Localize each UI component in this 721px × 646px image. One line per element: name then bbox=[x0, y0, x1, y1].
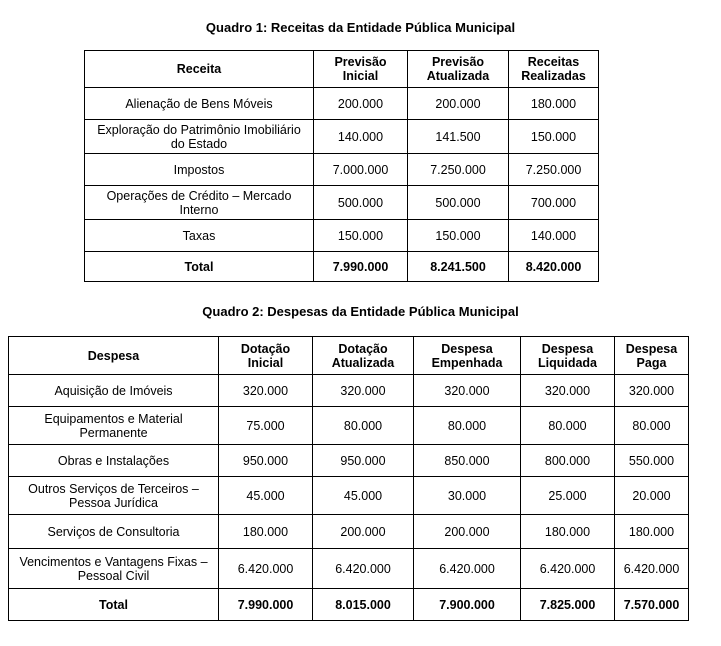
table-row bbox=[9, 477, 689, 515]
table-cell: 7.990.000 bbox=[314, 252, 408, 282]
table-cell: 180.000 bbox=[219, 515, 313, 549]
table-cell: 6.420.000 bbox=[219, 549, 313, 589]
table-cell: 6.420.000 bbox=[521, 549, 615, 589]
revenue-table bbox=[84, 50, 599, 282]
table-cell: 800.000 bbox=[521, 445, 615, 477]
table-cell: 550.000 bbox=[615, 445, 689, 477]
table-cell: 150.000 bbox=[408, 220, 509, 252]
table-cell: Operações de Crédito – Mercado Interno bbox=[85, 186, 314, 220]
table-cell: 8.241.500 bbox=[408, 252, 509, 282]
table-cell: Total bbox=[9, 589, 219, 621]
table-cell: 7.250.000 bbox=[408, 154, 509, 186]
header-cell: Despesa bbox=[9, 337, 219, 375]
table-cell: 6.420.000 bbox=[414, 549, 521, 589]
table2-title: Quadro 2: Despesas da Entidade Pública Municipal bbox=[202, 304, 519, 319]
table-row bbox=[85, 154, 599, 186]
table-cell: 200.000 bbox=[314, 88, 408, 120]
table-cell: Outros Serviços de Terceiros – Pessoa Jurídica bbox=[9, 477, 219, 515]
table-cell: 320.000 bbox=[313, 375, 414, 407]
table-row bbox=[9, 407, 689, 445]
table-cell: Alienação de Bens Móveis bbox=[85, 88, 314, 120]
table-cell: 80.000 bbox=[521, 407, 615, 445]
table-cell: 320.000 bbox=[521, 375, 615, 407]
table-cell: Impostos bbox=[85, 154, 314, 186]
table-cell: 8.015.000 bbox=[313, 589, 414, 621]
table-cell: 140.000 bbox=[314, 120, 408, 154]
table-row bbox=[9, 549, 689, 589]
expense-table bbox=[8, 336, 689, 621]
table-cell: Vencimentos e Vantagens Fixas – Pessoal Civil bbox=[9, 549, 219, 589]
table-cell: 6.420.000 bbox=[615, 549, 689, 589]
table-cell: 200.000 bbox=[408, 88, 509, 120]
table-cell: 8.420.000 bbox=[509, 252, 599, 282]
table-cell: Aquisição de Imóveis bbox=[9, 375, 219, 407]
table-cell: 700.000 bbox=[509, 186, 599, 220]
table-cell: 80.000 bbox=[313, 407, 414, 445]
table-cell: 45.000 bbox=[219, 477, 313, 515]
table-cell: Taxas bbox=[85, 220, 314, 252]
table-cell: 180.000 bbox=[509, 88, 599, 120]
table-cell: 140.000 bbox=[509, 220, 599, 252]
table-cell: 850.000 bbox=[414, 445, 521, 477]
table-cell: 30.000 bbox=[414, 477, 521, 515]
table-total-row bbox=[85, 252, 599, 282]
header-cell: Previsão Atualizada bbox=[408, 51, 509, 88]
table-cell: Serviços de Consultoria bbox=[9, 515, 219, 549]
table-cell: 180.000 bbox=[615, 515, 689, 549]
table-row bbox=[9, 515, 689, 549]
table-cell: 200.000 bbox=[313, 515, 414, 549]
table-cell: Exploração do Patrimônio Imobiliário do Estado bbox=[85, 120, 314, 154]
table-cell: 950.000 bbox=[219, 445, 313, 477]
header-cell: Dotação Atualizada bbox=[313, 337, 414, 375]
table-header-row bbox=[9, 337, 689, 375]
header-cell: Despesa Liquidada bbox=[521, 337, 615, 375]
table-cell: 320.000 bbox=[615, 375, 689, 407]
table-cell: 500.000 bbox=[314, 186, 408, 220]
table-cell: 7.990.000 bbox=[219, 589, 313, 621]
table-cell: 7.900.000 bbox=[414, 589, 521, 621]
table-cell: 320.000 bbox=[219, 375, 313, 407]
header-cell: Previsão Inicial bbox=[314, 51, 408, 88]
table-cell: 950.000 bbox=[313, 445, 414, 477]
table-cell: 7.250.000 bbox=[509, 154, 599, 186]
table-cell: 6.420.000 bbox=[313, 549, 414, 589]
table-row bbox=[85, 186, 599, 220]
table-row bbox=[85, 220, 599, 252]
table-cell: 320.000 bbox=[414, 375, 521, 407]
table1-title: Quadro 1: Receitas da Entidade Pública Municipal bbox=[205, 20, 516, 35]
table-cell: 150.000 bbox=[314, 220, 408, 252]
table-cell: Total bbox=[85, 252, 314, 282]
table-cell: 25.000 bbox=[521, 477, 615, 515]
table-cell: 45.000 bbox=[313, 477, 414, 515]
table-cell: Obras e Instalações bbox=[9, 445, 219, 477]
table-cell: 7.825.000 bbox=[521, 589, 615, 621]
table-row bbox=[85, 88, 599, 120]
table-cell: 75.000 bbox=[219, 407, 313, 445]
table-cell: 180.000 bbox=[521, 515, 615, 549]
header-cell: Dotação Inicial bbox=[219, 337, 313, 375]
table-cell: 141.500 bbox=[408, 120, 509, 154]
table-cell: 7.570.000 bbox=[615, 589, 689, 621]
header-cell: Despesa Paga bbox=[615, 337, 689, 375]
table-cell: 80.000 bbox=[414, 407, 521, 445]
table-header-row bbox=[85, 51, 599, 88]
header-cell: Receita bbox=[85, 51, 314, 88]
table-row bbox=[9, 375, 689, 407]
table-cell: 7.000.000 bbox=[314, 154, 408, 186]
table-cell: 80.000 bbox=[615, 407, 689, 445]
table-cell: 20.000 bbox=[615, 477, 689, 515]
table-cell: 200.000 bbox=[414, 515, 521, 549]
table-row bbox=[85, 120, 599, 154]
table-row bbox=[9, 445, 689, 477]
header-cell: Despesa Empenhada bbox=[414, 337, 521, 375]
header-cell: Receitas Realizadas bbox=[509, 51, 599, 88]
table-cell: 500.000 bbox=[408, 186, 509, 220]
table-total-row bbox=[9, 589, 689, 621]
table-cell: 150.000 bbox=[509, 120, 599, 154]
table-cell: Equipamentos e Material Permanente bbox=[9, 407, 219, 445]
